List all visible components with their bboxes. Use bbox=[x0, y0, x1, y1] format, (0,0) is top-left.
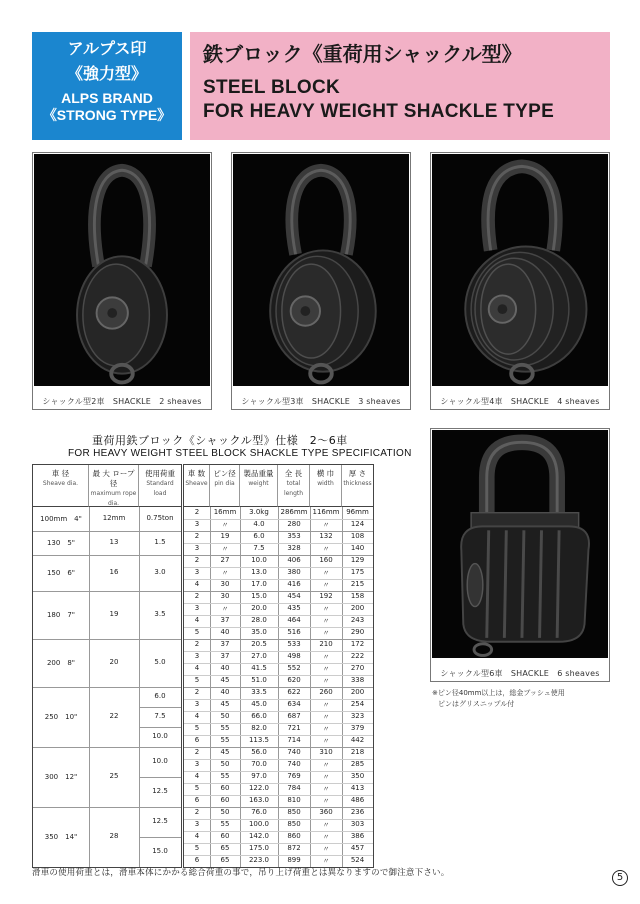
row-divider bbox=[184, 831, 373, 832]
dimension-cell: 55 bbox=[220, 736, 230, 744]
dimension-cell: 158 bbox=[350, 592, 365, 600]
row-divider bbox=[184, 615, 373, 616]
dimension-cell: 60 bbox=[220, 832, 230, 840]
row-divider bbox=[184, 567, 373, 568]
dimension-cell: 37 bbox=[220, 616, 230, 624]
dimension-cell: 6.0 bbox=[253, 532, 265, 540]
dimension-cell: 96mm bbox=[346, 508, 369, 516]
standard-load-cell: 6.0 bbox=[154, 692, 166, 700]
dimension-cell: 45 bbox=[220, 700, 230, 708]
spec-title-en: FOR HEAVY WEIGHT STEEL BLOCK SHACKLE TYPE SPECIFICATION bbox=[68, 448, 412, 459]
row-divider bbox=[184, 543, 373, 544]
dimension-cell: 40 bbox=[220, 628, 230, 636]
dimension-cell: 41.5 bbox=[251, 664, 267, 672]
dimension-cell: 620 bbox=[287, 676, 301, 684]
dimension-cell: 223.0 bbox=[248, 856, 270, 864]
dimension-header bbox=[278, 465, 310, 507]
dimension-cell: 30 bbox=[220, 580, 230, 588]
dimension-cell: 4 bbox=[194, 616, 200, 624]
photo-caption-4-sheaves: シャックル型4車 SHACKLE 4 sheaves bbox=[440, 397, 600, 406]
dimension-cell: 457 bbox=[350, 844, 365, 852]
dimension-cell: 〃 bbox=[322, 653, 330, 661]
standard-load-cell: 15.0 bbox=[152, 847, 168, 855]
group-divider bbox=[33, 807, 181, 808]
dimension-cell: 200 bbox=[350, 604, 365, 612]
dimension-cell: 2 bbox=[194, 640, 200, 648]
dimension-cell: 132 bbox=[319, 532, 333, 540]
dimension-cell: 215 bbox=[350, 580, 365, 588]
header-label-en: thickness bbox=[343, 480, 372, 487]
row-divider bbox=[184, 843, 373, 844]
dimension-cell: 16mm bbox=[213, 508, 237, 516]
brand-en-name: ALPS BRAND bbox=[61, 90, 153, 106]
header-label-jp: 全 長 bbox=[284, 469, 303, 478]
spec-table-sheave-groups bbox=[32, 464, 182, 868]
dimension-cell: 〃 bbox=[322, 737, 330, 745]
dimension-cell: 116mm bbox=[312, 508, 340, 516]
dimension-cell: 379 bbox=[350, 724, 365, 732]
sheave-group-header bbox=[139, 465, 181, 507]
rope-dia-cell: 12mm bbox=[102, 514, 126, 522]
dimension-cell: 2 bbox=[194, 592, 200, 600]
header-label-en: width bbox=[317, 480, 334, 487]
dimension-cell: 5 bbox=[194, 676, 200, 684]
dimension-cell: 3 bbox=[194, 652, 200, 660]
dimension-header bbox=[240, 465, 278, 507]
standard-load-cell: 12.5 bbox=[152, 787, 168, 795]
dimension-cell: 622 bbox=[287, 688, 301, 696]
dimension-cell: 3 bbox=[194, 700, 200, 708]
dimension-cell: 124 bbox=[350, 520, 365, 528]
dimension-cell: 129 bbox=[350, 556, 365, 564]
dimension-cell: 3 bbox=[194, 760, 200, 768]
rope-dia-cell: 20 bbox=[109, 658, 119, 666]
dimension-cell: 10.0 bbox=[251, 556, 267, 564]
dimension-cell: 50 bbox=[220, 808, 230, 816]
dimension-cell: 4 bbox=[194, 712, 200, 720]
dimension-cell: 140 bbox=[350, 544, 365, 552]
dimension-cell: 20.5 bbox=[251, 640, 267, 648]
dimension-cell: 40 bbox=[220, 688, 230, 696]
sheave-dia-cell: 300 12" bbox=[44, 773, 78, 781]
dimension-cell: 3 bbox=[194, 544, 200, 552]
standard-load-cell: 5.0 bbox=[154, 658, 166, 666]
row-divider bbox=[184, 579, 373, 580]
dimension-cell: 〃 bbox=[322, 665, 330, 673]
dimension-cell: 850 bbox=[287, 820, 301, 828]
group-divider bbox=[33, 531, 181, 532]
dimension-cell: 6 bbox=[194, 796, 200, 804]
dimension-cell: 50 bbox=[220, 760, 230, 768]
dimension-cell: 28.0 bbox=[251, 616, 267, 624]
dimension-cell: 533 bbox=[287, 640, 301, 648]
standard-load-cell: 0.75ton bbox=[146, 514, 174, 522]
footer-note: 滑車の使用荷重とは，滑車本体にかかる総合荷重の事で，吊り上げ荷重とは異なりますので御注意下さい。 bbox=[32, 868, 450, 878]
dimension-cell: 350 bbox=[350, 772, 365, 780]
rope-dia-cell: 22 bbox=[109, 712, 119, 720]
block-3-sheaves-image bbox=[233, 154, 409, 386]
dimension-cell: 872 bbox=[287, 844, 301, 852]
standard-load-cell: 7.5 bbox=[154, 712, 166, 720]
dimension-cell: 310 bbox=[319, 748, 333, 756]
dimension-header bbox=[342, 465, 373, 507]
dimension-cell: 5 bbox=[194, 844, 200, 852]
dimension-cell: 45 bbox=[220, 748, 230, 756]
spec-table-dimensions bbox=[183, 464, 374, 868]
dimension-cell: 323 bbox=[350, 712, 365, 720]
standard-load-cell: 3.5 bbox=[154, 610, 166, 618]
standard-load-cell: 1.5 bbox=[154, 538, 166, 546]
dimension-cell: 33.5 bbox=[251, 688, 267, 696]
sheave-group-header bbox=[33, 465, 89, 507]
dimension-cell: 〃 bbox=[221, 521, 229, 529]
dimension-cell: 899 bbox=[287, 856, 301, 864]
spec-title-jp: 重荷用鉄ブロック《シャックル型》仕様 2～6車 bbox=[92, 434, 348, 447]
dimension-cell: 769 bbox=[287, 772, 301, 780]
dimension-cell: 〃 bbox=[322, 761, 330, 769]
dimension-cell: 2 bbox=[194, 556, 200, 564]
header-label-jp: 車 径 bbox=[51, 469, 70, 478]
group-divider bbox=[33, 591, 181, 592]
dimension-cell: 〃 bbox=[322, 725, 330, 733]
dimension-cell: 280 bbox=[287, 520, 301, 528]
dimension-cell: 714 bbox=[287, 736, 301, 744]
row-divider bbox=[184, 663, 373, 664]
dimension-cell: 285 bbox=[350, 760, 365, 768]
row-divider bbox=[184, 711, 373, 712]
dimension-cell: 122.0 bbox=[248, 784, 270, 792]
load-divider bbox=[139, 777, 181, 778]
header-label-en: weight bbox=[248, 480, 269, 487]
dimension-cell: 〃 bbox=[221, 569, 229, 577]
load-divider bbox=[139, 707, 181, 708]
dimension-cell: 3.0kg bbox=[249, 508, 269, 516]
dimension-cell: 35.0 bbox=[251, 628, 267, 636]
standard-load-cell: 12.5 bbox=[152, 817, 168, 825]
dimension-cell: 270 bbox=[350, 664, 365, 672]
dimension-cell: 40 bbox=[220, 664, 230, 672]
load-divider bbox=[139, 727, 181, 728]
header-label-en: Sheave dia. bbox=[42, 480, 79, 487]
dimension-cell: 236 bbox=[350, 808, 365, 816]
row-divider bbox=[184, 735, 373, 736]
brand-panel bbox=[32, 32, 182, 140]
dimension-cell: 〃 bbox=[221, 605, 229, 613]
row-divider bbox=[184, 795, 373, 796]
dimension-cell: 860 bbox=[287, 832, 301, 840]
dimension-cell: 〃 bbox=[322, 605, 330, 613]
row-divider bbox=[184, 855, 373, 856]
brand-jp-name: アルプス印 bbox=[67, 39, 147, 58]
dimension-cell: 435 bbox=[287, 604, 301, 612]
dimension-cell: 〃 bbox=[322, 521, 330, 529]
brand-en-type: 《STRONG TYPE》 bbox=[42, 107, 172, 123]
dimension-cell: 3 bbox=[194, 604, 200, 612]
title-panel bbox=[190, 32, 610, 140]
product-photo-4-sheaves bbox=[430, 152, 610, 410]
dimension-cell: 〃 bbox=[322, 821, 330, 829]
product-photo-3-sheaves bbox=[231, 152, 411, 410]
dimension-cell: 〃 bbox=[322, 857, 330, 865]
dimension-cell: 360 bbox=[319, 808, 333, 816]
pin-note-line1: ※ピン径40mm以上は，総金ブッシュ使用 bbox=[432, 689, 565, 697]
dimension-cell: 〃 bbox=[322, 617, 330, 625]
rope-dia-cell: 28 bbox=[109, 832, 119, 840]
dimension-cell: 486 bbox=[350, 796, 365, 804]
dimension-cell: 82.0 bbox=[251, 724, 267, 732]
dimension-cell: 55 bbox=[220, 820, 230, 828]
standard-load-cell: 10.0 bbox=[152, 757, 168, 765]
dimension-cell: 27 bbox=[220, 556, 230, 564]
product-photo-6-sheaves bbox=[430, 428, 610, 682]
header-label-jp: 最 大 ロープ径 bbox=[92, 469, 135, 488]
dimension-cell: 2 bbox=[194, 688, 200, 696]
dimension-cell: 5 bbox=[194, 724, 200, 732]
header-label-jp: 使用荷重 bbox=[145, 469, 175, 478]
dimension-cell: 454 bbox=[287, 592, 301, 600]
dimension-cell: 4 bbox=[194, 832, 200, 840]
row-divider bbox=[184, 675, 373, 676]
row-divider bbox=[184, 771, 373, 772]
dimension-cell: 442 bbox=[350, 736, 365, 744]
sheave-group-header bbox=[89, 465, 139, 507]
dimension-cell: 108 bbox=[350, 532, 365, 540]
dimension-cell: 70.0 bbox=[251, 760, 267, 768]
header-label-en: Standard load bbox=[146, 480, 174, 497]
sheave-dia-cell: 130 5" bbox=[46, 539, 76, 547]
dimension-cell: 6 bbox=[194, 736, 200, 744]
dimension-cell: 37 bbox=[220, 652, 230, 660]
header-label-jp: 製品重量 bbox=[243, 469, 274, 478]
header-label-en: total length bbox=[283, 480, 304, 497]
dimension-cell: 303 bbox=[350, 820, 365, 828]
dimension-cell: 〃 bbox=[322, 713, 330, 721]
dimension-cell: 353 bbox=[287, 532, 301, 540]
row-divider bbox=[184, 519, 373, 520]
dimension-cell: 2 bbox=[194, 808, 200, 816]
dimension-cell: 4.0 bbox=[253, 520, 265, 528]
dimension-cell: 2 bbox=[194, 532, 200, 540]
dimension-cell: 5 bbox=[194, 784, 200, 792]
dimension-cell: 516 bbox=[287, 628, 301, 636]
dimension-cell: 7.5 bbox=[253, 544, 265, 552]
dimension-cell: 13.0 bbox=[251, 568, 267, 576]
dimension-cell: 4 bbox=[194, 664, 200, 672]
dimension-cell: 65 bbox=[220, 856, 230, 864]
product-photo-2-sheaves bbox=[32, 152, 212, 410]
dimension-cell: 406 bbox=[287, 556, 301, 564]
sheave-dia-cell: 350 14" bbox=[44, 833, 78, 841]
sheave-dia-cell: 250 10" bbox=[44, 713, 78, 721]
group-divider bbox=[33, 639, 181, 640]
dimension-cell: 〃 bbox=[322, 773, 330, 781]
dimension-header bbox=[184, 465, 210, 507]
dimension-cell: 76.0 bbox=[251, 808, 267, 816]
block-4-sheaves-image bbox=[432, 154, 608, 386]
row-divider bbox=[184, 819, 373, 820]
block-2-sheaves-image bbox=[34, 154, 210, 386]
dimension-cell: 〃 bbox=[322, 569, 330, 577]
rope-dia-cell: 19 bbox=[109, 610, 119, 618]
dimension-cell: 60 bbox=[220, 784, 230, 792]
group-divider bbox=[33, 687, 181, 688]
dimension-cell: 200 bbox=[350, 688, 365, 696]
page-title-en-line1: STEEL BLOCK bbox=[203, 77, 341, 98]
dimension-cell: 380 bbox=[287, 568, 301, 576]
dimension-header bbox=[310, 465, 342, 507]
page-number: 5 bbox=[612, 870, 628, 886]
dimension-cell: 260 bbox=[319, 688, 333, 696]
dimension-cell: 65 bbox=[220, 844, 230, 852]
dimension-cell: 524 bbox=[350, 856, 365, 864]
row-divider bbox=[184, 723, 373, 724]
dimension-cell: 100.0 bbox=[248, 820, 270, 828]
dimension-cell: 160 bbox=[319, 556, 333, 564]
dimension-cell: 20.0 bbox=[251, 604, 267, 612]
brand-jp-type: 《強力型》 bbox=[66, 64, 147, 83]
dimension-cell: 3 bbox=[194, 820, 200, 828]
header-label-jp: 厚 さ bbox=[348, 469, 367, 478]
dimension-cell: 687 bbox=[287, 712, 301, 720]
dimension-cell: 338 bbox=[350, 676, 365, 684]
dimension-cell: 〃 bbox=[322, 797, 330, 805]
dimension-cell: 172 bbox=[350, 640, 365, 648]
dimension-cell: 〃 bbox=[322, 677, 330, 685]
row-divider bbox=[184, 651, 373, 652]
dimension-cell: 〃 bbox=[322, 785, 330, 793]
dimension-cell: 850 bbox=[287, 808, 301, 816]
dimension-cell: 〃 bbox=[322, 845, 330, 853]
dimension-cell: 56.0 bbox=[251, 748, 267, 756]
dimension-header bbox=[210, 465, 240, 507]
row-divider bbox=[184, 699, 373, 700]
header-label-jp: ピン径 bbox=[213, 469, 236, 478]
pin-note-line2: ピンはグリスニップル付 bbox=[438, 700, 515, 708]
group-divider bbox=[33, 555, 181, 556]
load-divider bbox=[139, 837, 181, 838]
sheave-dia-cell: 150 6" bbox=[46, 569, 76, 577]
sheave-dia-cell: 100mm 4" bbox=[40, 515, 82, 523]
dimension-cell: 552 bbox=[287, 664, 301, 672]
dimension-cell: 45 bbox=[220, 676, 230, 684]
photo-caption-3-sheaves: シャックル型3車 SHACKLE 3 sheaves bbox=[241, 397, 401, 406]
dimension-cell: 66.0 bbox=[251, 712, 267, 720]
dimension-cell: 810 bbox=[287, 796, 301, 804]
dimension-cell: 17.0 bbox=[251, 580, 267, 588]
header-label-en: maximum rope dia. bbox=[90, 490, 137, 507]
dimension-cell: 60 bbox=[220, 796, 230, 804]
dimension-cell: 2 bbox=[194, 748, 200, 756]
rope-dia-cell: 25 bbox=[109, 772, 119, 780]
dimension-cell: 30 bbox=[220, 592, 230, 600]
dimension-cell: 19 bbox=[220, 532, 230, 540]
dimension-cell: 4 bbox=[194, 772, 200, 780]
row-divider bbox=[184, 783, 373, 784]
dimension-cell: 〃 bbox=[322, 701, 330, 709]
dimension-cell: 27.0 bbox=[251, 652, 267, 660]
dimension-cell: 〃 bbox=[322, 833, 330, 841]
dimension-cell: 416 bbox=[287, 580, 301, 588]
dimension-cell: 5 bbox=[194, 628, 200, 636]
dimension-cell: 290 bbox=[350, 628, 365, 636]
dimension-cell: 218 bbox=[350, 748, 365, 756]
group-divider bbox=[33, 747, 181, 748]
sheave-dia-cell: 200 8" bbox=[46, 659, 76, 667]
photo-caption-6-sheaves: シャックル型6車 SHACKLE 6 sheaves bbox=[440, 669, 600, 678]
dimension-cell: 386 bbox=[350, 832, 365, 840]
sheave-dia-cell: 180 7" bbox=[46, 611, 76, 619]
dimension-cell: 97.0 bbox=[251, 772, 267, 780]
standard-load-cell: 3.0 bbox=[154, 568, 166, 576]
dimension-cell: 464 bbox=[287, 616, 301, 624]
dimension-cell: 2 bbox=[194, 508, 200, 516]
dimension-cell: 50 bbox=[220, 712, 230, 720]
header-label-jp: 横 巾 bbox=[316, 469, 335, 478]
dimension-cell: 175.0 bbox=[248, 844, 270, 852]
header-label-en: Sheave bbox=[185, 480, 208, 487]
row-divider bbox=[184, 759, 373, 760]
dimension-cell: 〃 bbox=[322, 545, 330, 553]
dimension-cell: 4 bbox=[194, 580, 200, 588]
dimension-cell: 175 bbox=[350, 568, 365, 576]
header-label-en: pin dia bbox=[214, 480, 235, 487]
dimension-cell: 286mm bbox=[280, 508, 308, 516]
dimension-cell: 〃 bbox=[221, 545, 229, 553]
dimension-cell: 6 bbox=[194, 856, 200, 864]
dimension-cell: 55 bbox=[220, 772, 230, 780]
rope-dia-cell: 13 bbox=[109, 538, 119, 546]
dimension-cell: 634 bbox=[287, 700, 301, 708]
standard-load-cell: 10.0 bbox=[152, 732, 168, 740]
dimension-cell: 243 bbox=[350, 616, 365, 624]
dimension-cell: 15.0 bbox=[251, 592, 267, 600]
row-divider bbox=[184, 603, 373, 604]
dimension-cell: 37 bbox=[220, 640, 230, 648]
dimension-cell: 498 bbox=[287, 652, 301, 660]
photo-caption-2-sheaves: シャックル型2車 SHACKLE 2 sheaves bbox=[42, 397, 202, 406]
dimension-cell: 3 bbox=[194, 520, 200, 528]
dimension-cell: 721 bbox=[287, 724, 301, 732]
pin-note bbox=[432, 688, 565, 710]
dimension-cell: 45.0 bbox=[251, 700, 267, 708]
dimension-cell: 142.0 bbox=[248, 832, 270, 840]
header-label-jp: 車 数 bbox=[187, 469, 206, 478]
dimension-cell: 222 bbox=[350, 652, 365, 660]
dimension-cell: 〃 bbox=[322, 629, 330, 637]
page-title-jp: 鉄ブロック《重荷用シャックル型》 bbox=[203, 42, 522, 66]
dimension-cell: 328 bbox=[287, 544, 301, 552]
block-6-sheaves-image bbox=[432, 430, 608, 658]
dimension-cell: 55 bbox=[220, 724, 230, 732]
dimension-cell: 163.0 bbox=[248, 796, 270, 804]
dimension-cell: 210 bbox=[319, 640, 333, 648]
dimension-cell: 113.5 bbox=[248, 736, 270, 744]
dimension-cell: 740 bbox=[287, 748, 301, 756]
dimension-cell: 784 bbox=[287, 784, 301, 792]
dimension-cell: 51.0 bbox=[251, 676, 267, 684]
rope-dia-cell: 16 bbox=[109, 568, 119, 576]
dimension-cell: 192 bbox=[319, 592, 333, 600]
dimension-cell: 254 bbox=[350, 700, 365, 708]
dimension-cell: 〃 bbox=[322, 581, 330, 589]
row-divider bbox=[184, 627, 373, 628]
dimension-cell: 740 bbox=[287, 760, 301, 768]
dimension-cell: 413 bbox=[350, 784, 365, 792]
dimension-cell: 3 bbox=[194, 568, 200, 576]
page-title-en-line2: FOR HEAVY WEIGHT SHACKLE TYPE bbox=[203, 101, 555, 122]
